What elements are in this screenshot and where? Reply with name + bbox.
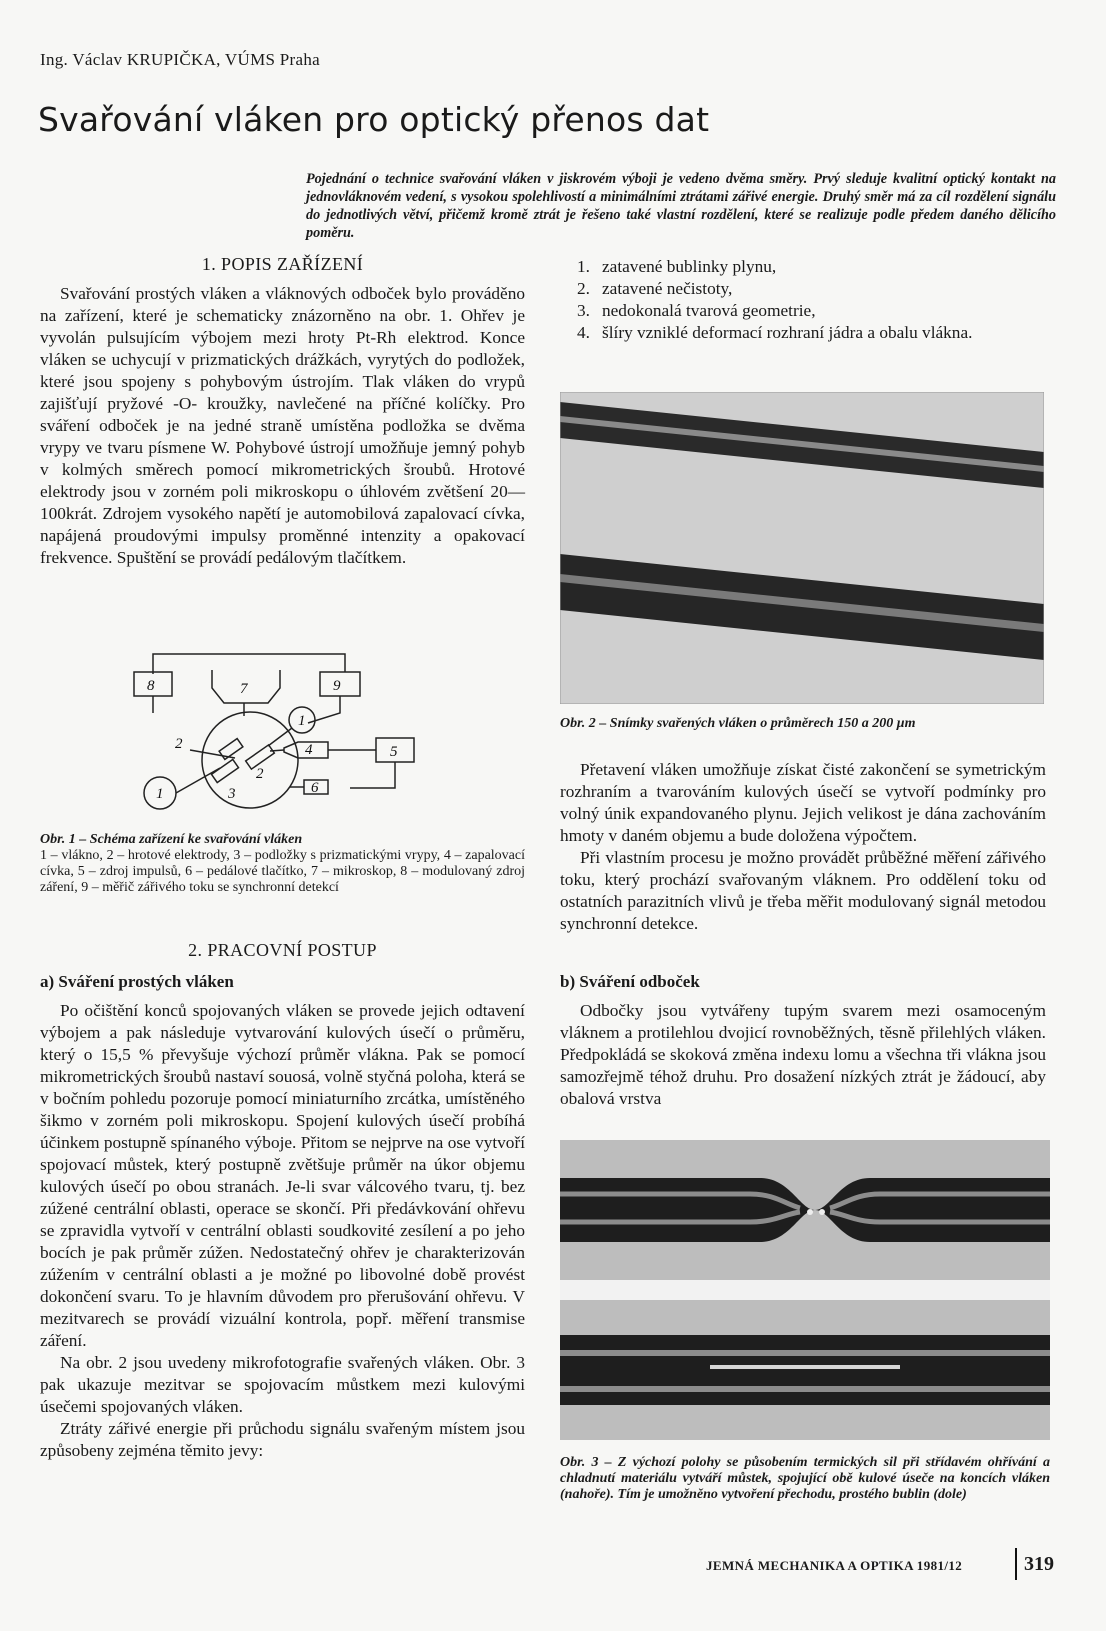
fig1-label-4: 4	[305, 742, 313, 758]
fig1-label-6: 6	[311, 780, 319, 796]
subsection-b-paragraph-1: Odbočky jsou vytvářeny tupým svarem mezi osamoceným vláknem a protilehlou dvojicí rovnoběžných, těsně přilehlých vláken. Předpokládá se skoková změna indexu lomu a všechna tři vlákna jsou samozřejmě téhož druhu. Pro dosažení nízkých ztrát je žádoucí, aby obalová vrstva	[560, 1001, 1046, 1108]
list-item: 4. šlíry vzniklé deformací rozhraní jádra a obalu vlákna.	[577, 323, 973, 342]
fig1-label-1a: 1	[298, 713, 306, 729]
list-item: 1. zatavené bublinky plynu,	[577, 257, 777, 276]
fig1-label-1b: 1	[156, 786, 164, 802]
section-2-heading: 2. PRACOVNÍ POSTUP	[188, 940, 377, 960]
subsection-b-heading: b) Sváření odboček	[560, 972, 700, 991]
subsection-a-text	[40, 1000, 525, 1462]
author-line: Ing. Václav KRUPIČKA, VÚMS Praha	[40, 50, 321, 69]
article-title: Svařování vláken pro optický přenos dat	[38, 100, 710, 139]
subsection-a-paragraph-3: Ztráty zářivé energie při průchodu signálu svařeným místem jsou způsobeny zejména těmito jevy:	[40, 1419, 525, 1460]
subsection-a-heading: a) Sváření prostých vláken	[40, 972, 234, 991]
right-paragraph-2: Při vlastním procesu je možno provádět průběžné měření zářivého toku, který prochází svařovaným vláknem. Pro oddělení toku od ostatních parazitních vlivů je třeba měřit modulovaný signál metodou synchronní detekce.	[560, 848, 1046, 933]
list-item: 2. zatavené nečistoty,	[577, 279, 733, 298]
fig1-label-7: 7	[240, 681, 248, 697]
fig1-label-2b: 2	[256, 766, 264, 782]
figure-1-caption-title: Obr. 1 – Schéma zařízení ke svařování vláken	[40, 832, 303, 847]
footer-divider	[1015, 1548, 1017, 1580]
section-1-heading: 1. POPIS ZAŘÍZENÍ	[201, 254, 364, 274]
subsection-a-paragraph-2: Na obr. 2 jsou uvedeny mikrofotografie svařených vláken. Obr. 3 pak ukazuje mezitvar se spojovacím můstkem mezi kulovými úsečemi spojovaných vláken.	[40, 1353, 525, 1416]
fig1-stage-circle	[202, 712, 298, 808]
fig1-label-5: 5	[390, 744, 398, 760]
subsection-a-paragraph-1: Po očištění konců spojovaných vláken se provede jejich odtavení výbojem a pak následuje vytvarování kulových úsečí o průměru, který o 15,5 % převyšuje výchozí průměr vlákna. Pak se pomocí mikrometrických šroubů nastaví souosá, volně styčná poloha, která se v bočním pohledu pozoruje pomocí miniaturního zrcátka, umístěného šikmo v zorném poli mikroskopu. Spojení kulových úsečí probíhá účinkem postupně spínaného výboje. Přitom se nejprve na ose vytvoří spojovací můstek, který postupně zvětšuje průměr na úkor objemu kulových úsečí po obou stranách. Je-li svar válcového tvaru, tj. bez zúžené centrální oblasti, operace se skončí. Při předávkování ohřevu se zpravidla vytvoří v centrální oblasti soudkovité zesílení a po jeho bocích je pak průměr zúžen. Nedostatečný ohřev je charakterizován zúžením v centrální oblasti a je možné po libovolné době provést dokončení svaru. To je hlavním důvodem pro přerušování ohřevu. V mezitvarech se provádí vizuální kontrola, popř. měření transmise záření.	[40, 1001, 525, 1350]
page-number: 319	[1024, 1553, 1054, 1575]
fig1-label-3: 3	[228, 786, 236, 802]
right-column-text	[560, 759, 1046, 935]
figure-3-photo	[560, 1140, 1050, 1440]
fig1-label-2a: 2	[175, 736, 183, 752]
figure-3-caption: Obr. 3 – Z výchozí polohy se působením termických sil při střídavém ohřívání a chladnutí materiálu vytváří můstek, spojující obě kulové úseče na koncích vláken (nahoře). Tím je umožněno vytvoření přechodu, prostého bublin (dole)	[560, 1455, 1050, 1502]
section-1-paragraph: Svařování prostých vláken a vláknových odboček bylo prováděno na zařízení, které je schematicky znázorněno na obr. 1. Ohřev je vyvolán pulsujícím výbojem mezi hroty Pt-Rh elektrod. Konce vláken se uchycují v prizmatických drážkách, vyrytých do podložek, které jsou spojeny s pohybovým ústrojím. Tlak vláken do vrypů zajišťují pryžové -O- kroužky, navlečené na příčné kolíčky. Pro sváření odboček je na jedné straně umístěna podložka se dvěma vrypy ve tvaru písmene W. Pohybové ústrojí umožňuje jemný pohyb v kolmých směrech pomocí mikrometrických šroubů. Hrotové elektrody jsou v zorném poli mikroskopu o úhlovém zvětšení 20—100krát. Zdrojem vysokého napětí je automobilová zapalovací cívka, napájená proudovými impulsy proměnné intenzity a opakovací frekvence. Spuštění se provádí pedálovým tlačítkem.	[40, 284, 525, 567]
loss-causes-list	[577, 256, 1053, 344]
fig1-label-9: 9	[333, 678, 341, 694]
fig1-label-8: 8	[147, 678, 155, 694]
abstract: Pojednání o technice svařování vláken v jiskrovém výboji je vedeno dvěma směry. Prvý sleduje kvalitní optický kontakt na jednovláknovém vedení, s vysokou spolehlivostí a minimálními ztrátami zářivé energie. Druhý směr má za cíl rozdělení signálu do jednotlivých větví, přičemž kromě ztrát je řešeno také vlastní rozdělení, které se realizuje podle předem daného dělicího poměru.	[306, 171, 1056, 241]
figure-1-caption-text: 1 – vlákno, 2 – hrotové elektrody, 3 – podložky s prizmatickými vrypy, 4 – zapalovací cívka, 5 – zdroj impulsů, 6 – pedálové tlačítko, 7 – mikroskop, 8 – modulovaný zdroj záření, 9 – měřič zářivého toku se synchronní detekcí	[40, 848, 525, 895]
subsection-b-text	[560, 1000, 1046, 1110]
list-item: 3. nedokonalá tvarová geometrie,	[577, 301, 816, 320]
figure-2-caption: Obr. 2 – Snímky svařených vláken o průměrech 150 a 200 μm	[560, 716, 916, 731]
figure-2-micrograph	[560, 392, 1044, 704]
figure-2-photo	[560, 392, 1044, 704]
journal-name: JEMNÁ MECHANIKA A OPTIKA 1981/12	[706, 1558, 963, 1573]
section-1-text	[40, 283, 525, 569]
right-paragraph-1: Přetavení vláken umožňuje získat čisté zakončení se symetrickým rozhraním a tvarováním kulových úsečí se vytvoří podmínky pro volný únik expandovaného plynu. Jejich velikost je dána zachováním hmoty v daném objemu a bude doložena výpočtem.	[560, 760, 1046, 845]
figure-1-schematic	[120, 648, 450, 828]
figure-3-micrograph	[560, 1140, 1050, 1440]
